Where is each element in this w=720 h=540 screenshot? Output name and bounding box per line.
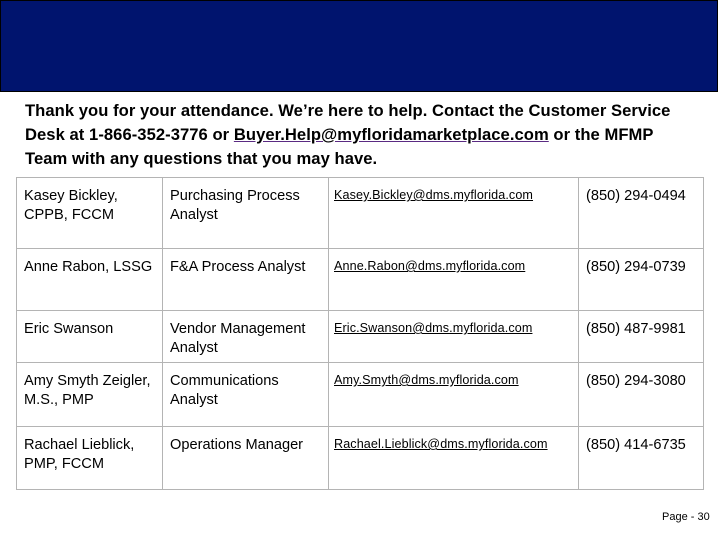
contacts-table [16, 177, 704, 490]
contact-email-link[interactable]: Kasey.Bickley@dms.myflorida.com [334, 188, 534, 202]
contact-title: Operations Manager [163, 427, 329, 490]
contact-phone: (850) 294-0739 [579, 249, 704, 311]
contact-phone: (850) 294-3080 [579, 363, 704, 427]
intro-text-after: or the MFMP Team with any questions that you may have. [25, 125, 654, 168]
header-banner [0, 0, 718, 92]
contact-email-link[interactable]: Rachael.Lieblick@dms.myflorida.com [334, 437, 548, 451]
contact-name: Amy Smyth Zeigler, M.S., PMP [17, 363, 163, 427]
contact-row [17, 363, 704, 427]
help-email-link[interactable]: Buyer.Help@myfloridamarketplace.com [233, 125, 549, 144]
contact-title: Vendor Management Analyst [163, 311, 329, 363]
contact-title: F&A Process Analyst [163, 249, 329, 311]
contact-name: Anne Rabon, LSSG [17, 249, 163, 311]
contact-title: Purchasing Process Analyst [163, 178, 329, 249]
contact-email-cell [329, 363, 579, 427]
contact-email-cell [329, 311, 579, 363]
contact-row [17, 249, 704, 311]
contact-email-link[interactable]: Anne.Rabon@dms.myflorida.com [334, 259, 526, 273]
contact-row [17, 427, 704, 490]
contact-email-link[interactable]: Amy.Smyth@dms.myflorida.com [334, 373, 519, 387]
contact-phone: (850) 294-0494 [579, 178, 704, 249]
contact-email-cell [329, 178, 579, 249]
intro-paragraph [25, 99, 695, 171]
contact-email-link[interactable]: Eric.Swanson@dms.myflorida.com [334, 321, 533, 335]
contact-phone: (850) 414-6735 [579, 427, 704, 490]
contact-name: Rachael Lieblick, PMP, FCCM [17, 427, 163, 490]
contact-phone: (850) 487-9981 [579, 311, 704, 363]
intro-text-before: Thank you for your attendance. We’re here to help. Contact the Customer Service Desk at 1-866-352-3776 or [25, 101, 671, 144]
contact-email-cell [329, 427, 579, 490]
page-number: Page - 30 [662, 511, 710, 523]
contact-name: Eric Swanson [17, 311, 163, 363]
contact-name: Kasey Bickley, CPPB, FCCM [17, 178, 163, 249]
contact-email-cell [329, 249, 579, 311]
contact-row [17, 178, 704, 249]
contact-row [17, 311, 704, 363]
contact-title: Communications Analyst [163, 363, 329, 427]
